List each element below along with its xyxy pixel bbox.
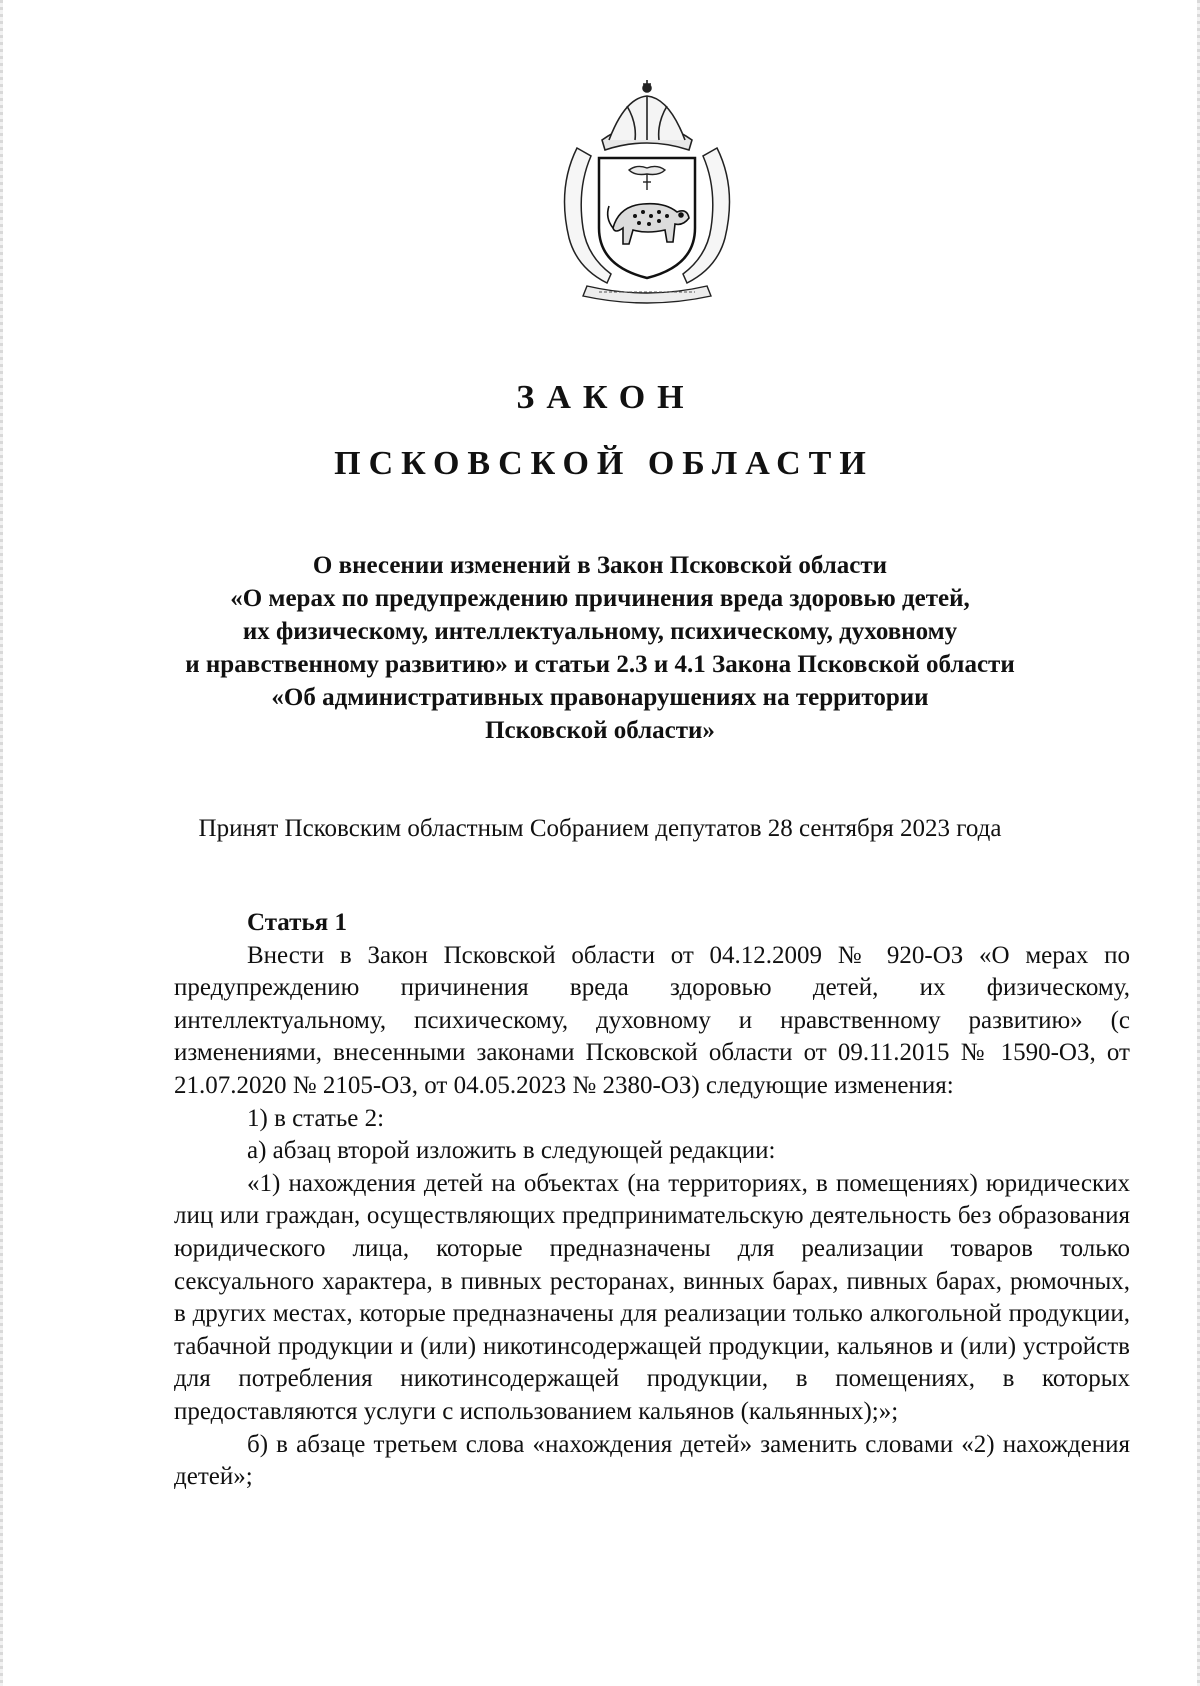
document-subtitle: ПСКОВСКОЙ ОБЛАСТИ: [334, 445, 874, 482]
law-title-line: «О мерах по предупреждению причинения вреда здоровью детей,: [230, 585, 970, 612]
law-title-line: О внесении изменений в Закон Псковской области: [312, 552, 888, 579]
law-title-line: и нравственному развитию» и статьи 2.3 и 4.1 Закона Псковской области: [185, 651, 1015, 678]
article-heading: Статья 1: [247, 909, 347, 936]
law-title-line: их физическому, интеллектуальному, психическому, духовному: [242, 618, 958, 645]
article-paragraph: Внести в Закон Псковской области от 04.12.2009 № 920-ОЗ «О мерах по предупреждению причинения вреда здоровью детей, их физическому, интеллектуальному, психическому, духовному и нравственному развитию» (с изменениями, внесенными законами Псковской области от 09.11.2015 № 1590-ОЗ, от 21.07.2020 № 2105-ОЗ, от 04.05.2023 № 2380-ОЗ) следующие изменения:: [174, 941, 1130, 1099]
article-paragraph: 1) в статье 2:: [247, 1104, 385, 1132]
adoption-statement: Принят Псковским областным Собранием депутатов 28 сентября 2023 года: [198, 815, 1002, 842]
article-paragraph: «1) нахождения детей на объектах (на территориях, в помещениях) юридических лиц или граждан, осуществляющих предпринимательскую деятельность без образования юридического лица, которые предназначены для реализации товаров только сексуального характера, в пивных ресторанах, винных барах, пивных барах, рюмочных, в других местах, которые предназначены для реализации только алкогольной продукции, табачной продукции и (или) никотинсодержащей продукции, кальянов и (или) устройств для потребления никотинсодержащей продукции, в помещениях, в которых предоставляются услуги с использованием кальянов (кальянных);»;: [174, 1169, 1130, 1425]
law-title-line: Псковской области»: [485, 717, 715, 744]
pskov-region-coat-of-arms-icon: [547, 78, 747, 308]
law-title: [120, 549, 1080, 747]
article-paragraph: б) в абзаце третьем слова «нахождения детей» заменить словами «2) нахождения детей»;: [174, 1430, 1130, 1491]
article-1: [174, 907, 1130, 1494]
article-paragraph: а) абзац второй изложить в следующей редакции:: [247, 1137, 776, 1165]
law-title-line: «Об административных правонарушениях на территории: [271, 684, 929, 711]
document-title: ЗАКОН: [516, 379, 696, 416]
